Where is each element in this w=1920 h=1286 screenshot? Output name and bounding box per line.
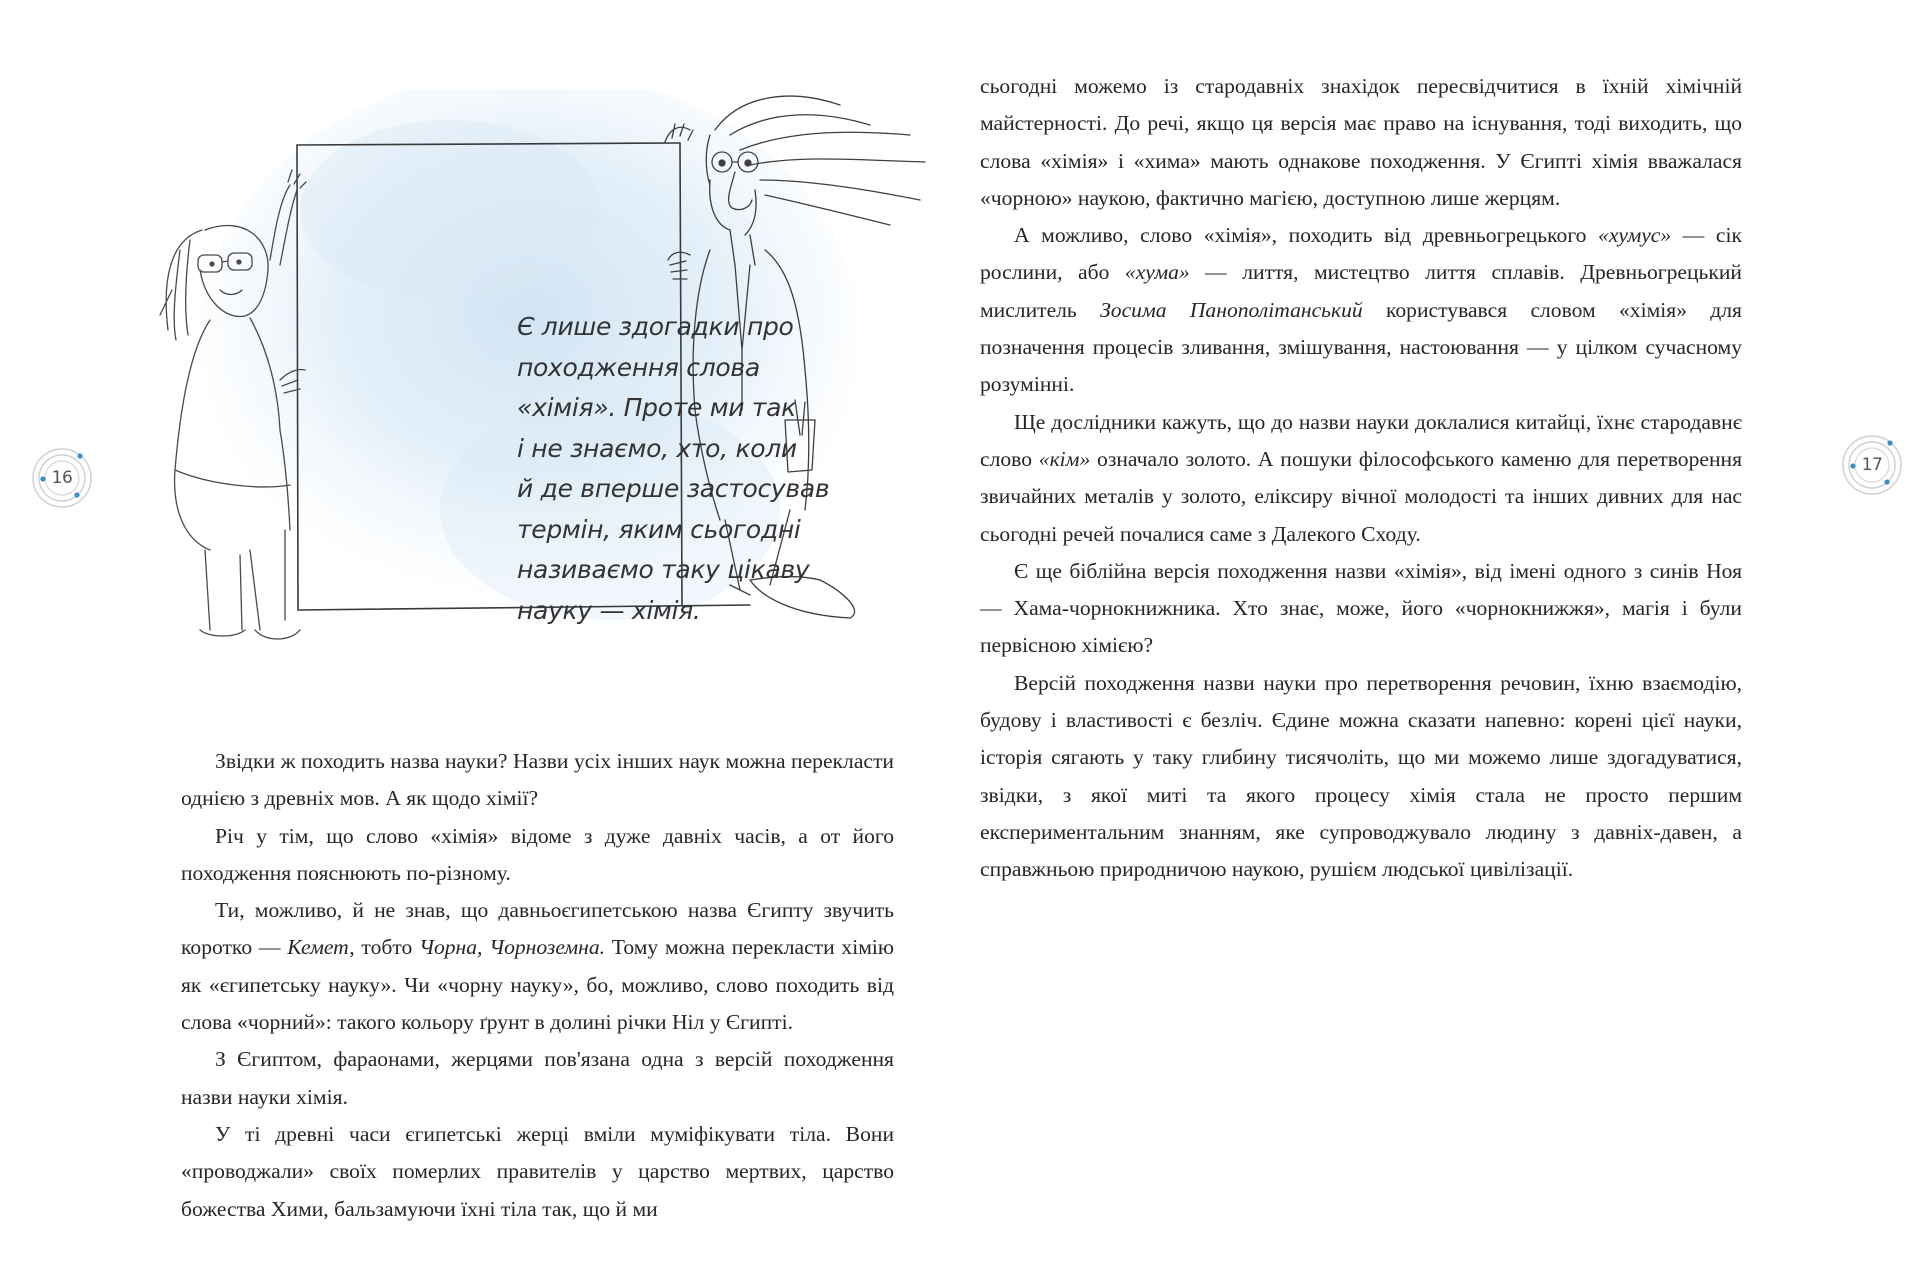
paragraph: А можливо, слово «хімія», походить від древньогрецького «хумус» — сік рослини, або «хума» — лиття, мистецтво лиття сплавів. Древньогрецький мислитель Зосима Панополітанський користувався словом «хімія» для позначення процесів зливання, змішування, настоювання — у цілком сучасному розумінні. bbox=[980, 223, 1742, 397]
poster-line: і не знаємо, хто, коли bbox=[517, 433, 797, 463]
italic-term: «хума» bbox=[1124, 260, 1190, 285]
paragraph: Річ у тім, що слово «хімія» відоме з дуже давніх часів, а от його походження пояснюють по-різному. bbox=[181, 823, 894, 885]
poster-line: називаємо таку цікаву bbox=[517, 555, 810, 584]
poster-line: науку — хімія. bbox=[517, 595, 701, 625]
poster-line: «хімія». Проте ми так bbox=[517, 393, 796, 422]
paragraph: Є ще біблійна версія походження назви «хімія», від імені одного з синів Ноя — Хама-чорнокнижника. Хто знає, може, його «чорнокнижжя», магія і були первісною хімією? bbox=[980, 558, 1742, 658]
paragraph: Звідки ж походить назва науки? Назви усіх інших наук можна перекласти однією з древніх мов. А як щодо хімії? bbox=[181, 749, 894, 811]
italic-term: Чорна, Чорноземна. bbox=[419, 935, 606, 960]
paragraph: Ще дослідники кажуть, що до назви науки доклалися китайці, їхнє стародавнє слово «кім» означало золото. А пошуки філософського каменю для перетворення звичайних металів у золото, еліксиру вічної молодості та інших дивних для нас сьогодні речей почалися саме з Далекого Сходу. bbox=[980, 409, 1742, 546]
page-number-text: 17 bbox=[1861, 455, 1883, 475]
paragraph: З Єгиптом, фараонами, жерцями пов'язана одна з версій походження назви науки хімія. bbox=[181, 1047, 894, 1109]
left-page-body bbox=[181, 743, 894, 1228]
right-page-body bbox=[980, 68, 1742, 889]
paragraph: Ти, можливо, й не знав, що давньоєгипетською назва Єгипту звучить коротко — Кемет, тобто Чорна, Чорноземна. Тому можна перекласти хімію як «єгипетську науку». Чи «чорну науку», бо, можливо, слово походить від слова «чорний»: такого кольору ґрунт в долині річки Ніл у Єгипті. bbox=[181, 898, 894, 1035]
paragraph-continued: сьогодні можемо із стародавніх знахідок пересвідчитися в їхній хімічній майстерності. До речі, якщо ця версія має право на існування, тоді виходить, що слова «хімія» і «хима» мають однакове походження. У Єгипті хімія вважалася «чорною» наукою, фактично магією, доступною лише жерцям. bbox=[980, 74, 1742, 210]
page-number-left bbox=[30, 446, 94, 510]
poster-line: й де вперше застосував bbox=[517, 474, 830, 503]
page-number-right bbox=[1840, 433, 1904, 497]
italic-term: Кемет, bbox=[287, 935, 355, 960]
italic-term: «кім» bbox=[1038, 446, 1091, 471]
italic-term: «хумус» bbox=[1598, 223, 1672, 248]
paragraph: Версій походження назви науки про перетворення речовин, їхню взаємодію, будову і властивості є безліч. Єдине можна сказати напевно: корені цієї науки, історія сягають у таку глибину тисячоліть, що ми можемо лише здогадуватися, звідки, з якої миті та якого процесу хімія стала не просто першим експериментальним знанням, яке супроводжувало людину з давніх-давен, а справжньою природничою наукою, рушієм людської цивілізації. bbox=[980, 670, 1742, 882]
poster-line: Є лише здогадки про bbox=[517, 312, 794, 341]
poster-caption bbox=[517, 307, 857, 631]
italic-name: Зосима Панополітанський bbox=[1100, 297, 1363, 322]
poster-line: термін, яким сьогодні bbox=[517, 514, 801, 544]
page-number-text: 16 bbox=[51, 468, 73, 488]
paragraph: У ті древні часи єгипетські жерці вміли муміфікувати тіла. Вони «проводжали» своїх померлих правителів у царство мертвих, царство божества Хими, бальзамуючи їхні тіла так, що й ми bbox=[181, 1121, 894, 1221]
poster-illustration bbox=[150, 90, 970, 650]
poster-line: походження слова bbox=[517, 352, 760, 382]
